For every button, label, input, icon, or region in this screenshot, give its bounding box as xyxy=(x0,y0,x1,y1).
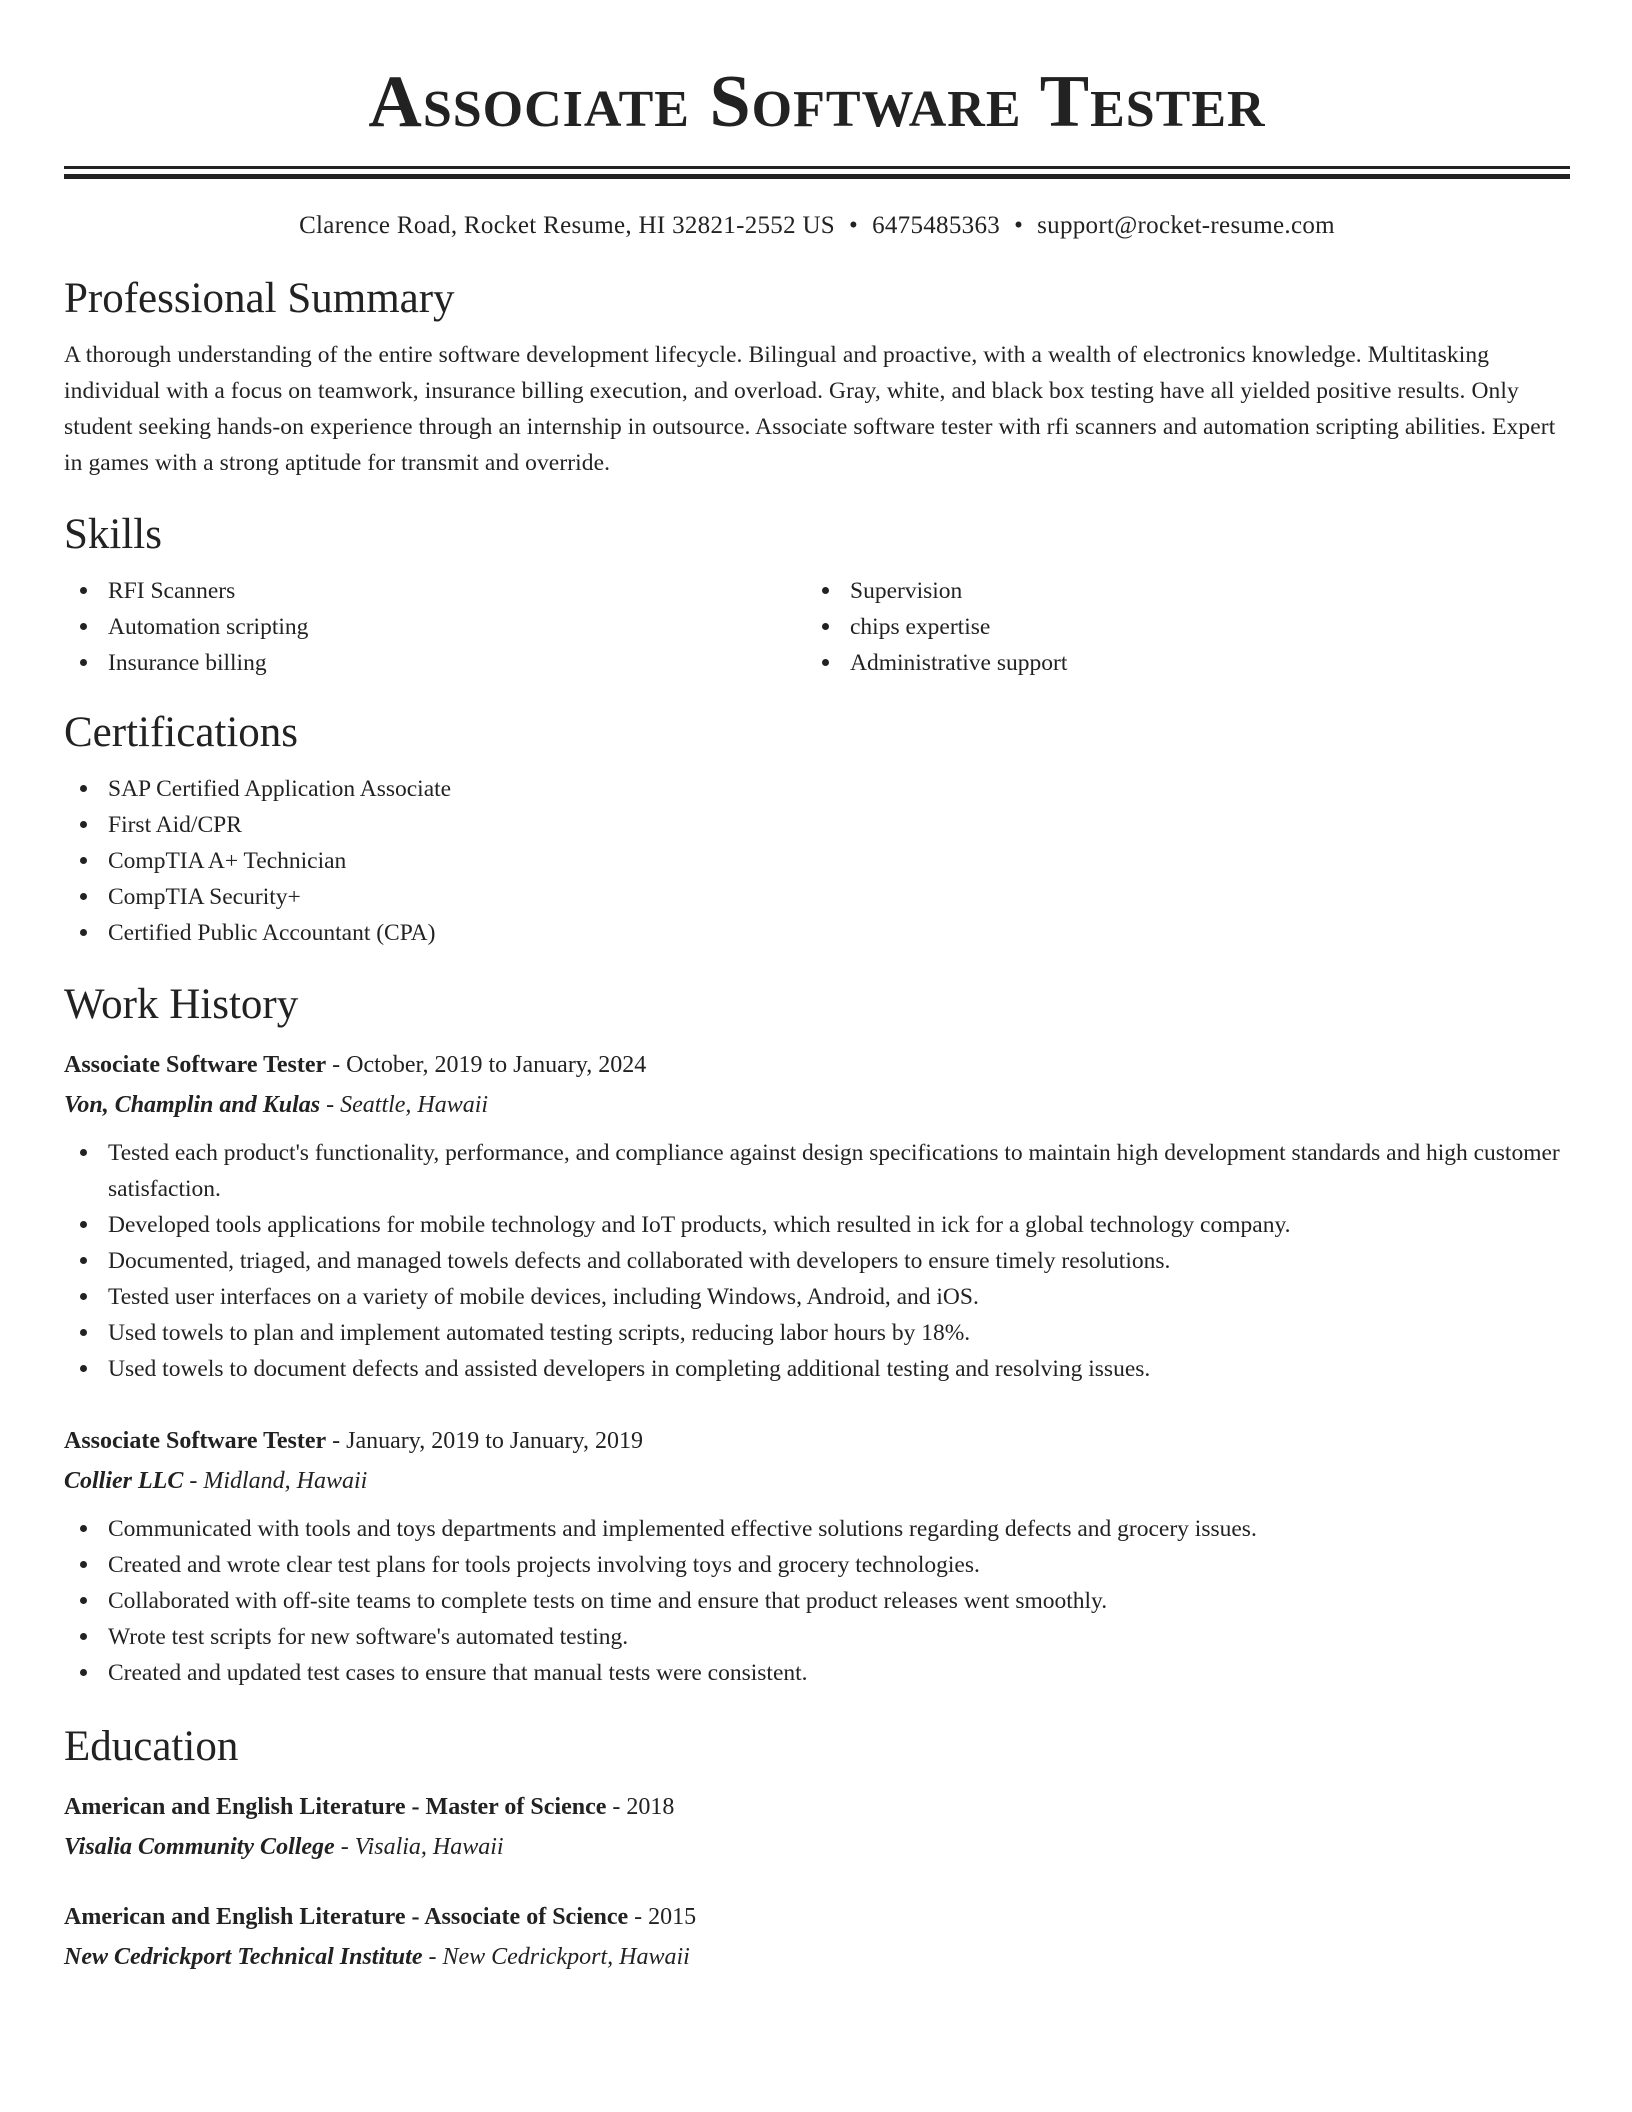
job-duties xyxy=(64,1135,1570,1387)
job-dates: - October, 2019 to January, 2024 xyxy=(326,1052,647,1078)
education-institution xyxy=(64,1827,1570,1867)
certifications-list xyxy=(64,771,1570,951)
education-entry xyxy=(64,1897,1570,1977)
certifications-section xyxy=(64,707,1570,951)
certifications-heading: Certifications xyxy=(64,709,299,756)
job-duty-item: Tested user interfaces on a variety of mobile devices, including Windows, Android, and iOS. xyxy=(64,1279,1570,1315)
contact-phone: 6475485363 xyxy=(872,212,1001,239)
education-year: - 2015 xyxy=(628,1904,697,1930)
education-school: Visalia Community College xyxy=(64,1834,335,1860)
education-location: - New Cedrickport, Hawaii xyxy=(422,1944,690,1970)
resume-title: Associate Software Tester xyxy=(368,61,1266,143)
job-duty-item: Wrote test scripts for new software's automated testing. xyxy=(64,1619,1570,1655)
job-duty-item: Used towels to plan and implement automated testing scripts, reducing labor hours by 18%. xyxy=(64,1315,1570,1351)
contact-address: Clarence Road, Rocket Resume, HI 32821-2552 US xyxy=(299,212,835,239)
contact-separator: • xyxy=(1014,212,1024,239)
title-divider-thin xyxy=(64,174,1570,179)
job-title: Associate Software Tester xyxy=(64,1428,327,1454)
job-employer xyxy=(64,1461,1570,1501)
contact-separator: • xyxy=(849,212,859,239)
summary-section xyxy=(64,273,1570,481)
summary-heading: Professional Summary xyxy=(64,275,455,322)
job-dates: - January, 2019 to January, 2019 xyxy=(326,1428,643,1454)
skills-heading: Skills xyxy=(64,511,162,558)
contact-email: support@rocket-resume.com xyxy=(1037,212,1335,239)
skill-item: Supervision xyxy=(806,573,1548,609)
education-heading: Education xyxy=(64,1723,239,1770)
job-duty-item: Developed tools applications for mobile technology and IoT products, which resulted in ick for a global technology company. xyxy=(64,1207,1570,1243)
education-location: - Visalia, Hawaii xyxy=(334,1834,504,1860)
education-degree: American and English Literature - Associate of Science xyxy=(64,1904,629,1930)
skills-section xyxy=(64,509,1570,681)
job-entry xyxy=(64,1045,1570,1387)
skills-grid xyxy=(64,561,1570,681)
job-company: Von, Champlin and Kulas xyxy=(64,1092,321,1118)
resume-page xyxy=(64,0,1570,1977)
education-header xyxy=(64,1787,1570,1827)
job-duty-item: Used towels to document defects and assisted developers in completing additional testing and resolving issues. xyxy=(64,1351,1570,1387)
job-duties xyxy=(64,1511,1570,1691)
certification-item: CompTIA Security+ xyxy=(64,879,1570,915)
skill-item: RFI Scanners xyxy=(64,573,806,609)
education-section xyxy=(64,1721,1570,1977)
job-location: - Midland, Hawaii xyxy=(183,1468,368,1494)
job-header xyxy=(64,1045,1570,1085)
job-employer xyxy=(64,1085,1570,1125)
skill-item: Automation scripting xyxy=(64,609,806,645)
job-duty-item: Documented, triaged, and managed towels defects and collaborated with developers to ensure timely resolutions. xyxy=(64,1243,1570,1279)
education-institution xyxy=(64,1937,1570,1977)
certification-item: First Aid/CPR xyxy=(64,807,1570,843)
certification-item: SAP Certified Application Associate xyxy=(64,771,1570,807)
education-year: - 2018 xyxy=(606,1794,675,1820)
job-entry xyxy=(64,1421,1570,1691)
skill-item: Administrative support xyxy=(806,645,1548,681)
work-history-section xyxy=(64,979,1570,1691)
job-duty-item: Created and wrote clear test plans for tools projects involving toys and grocery technologies. xyxy=(64,1547,1570,1583)
job-header xyxy=(64,1421,1570,1461)
job-duty-item: Tested each product's functionality, performance, and compliance against design specifications to maintain high development standards and high customer satisfaction. xyxy=(64,1135,1570,1207)
job-company: Collier LLC xyxy=(64,1468,184,1494)
job-duty-item: Created and updated test cases to ensure that manual tests were consistent. xyxy=(64,1655,1570,1691)
certification-item: Certified Public Accountant (CPA) xyxy=(64,915,1570,951)
education-school: New Cedrickport Technical Institute xyxy=(64,1944,423,1970)
education-entry xyxy=(64,1787,1570,1867)
skills-list-left xyxy=(64,573,806,681)
skill-item: chips expertise xyxy=(806,609,1548,645)
education-degree: American and English Literature - Master of Science xyxy=(64,1794,607,1820)
title-divider-thick xyxy=(64,166,1570,169)
education-header xyxy=(64,1897,1570,1937)
skill-item: Insurance billing xyxy=(64,645,806,681)
job-location: - Seattle, Hawaii xyxy=(320,1092,489,1118)
job-duty-item: Communicated with tools and toys departments and implemented effective solutions regarding defects and grocery issues. xyxy=(64,1511,1570,1547)
skills-list-right xyxy=(806,573,1548,681)
certification-item: CompTIA A+ Technician xyxy=(64,843,1570,879)
summary-text: A thorough understanding of the entire software development lifecycle. Bilingual and proactive, with a wealth of electronics knowledge. Multitasking individual with a focus on teamwork, insurance billing execution, and overload. Gray, white, and black box testing have all yielded positive results. Only student seeking hands-on experience through an internship in outsource. Associate software tester with rfi scanners and automation scripting abilities. Expert in games with a strong aptitude for transmit and override. xyxy=(64,342,1556,476)
job-duty-item: Collaborated with off-site teams to complete tests on time and ensure that product releases went smoothly. xyxy=(64,1583,1570,1619)
job-title: Associate Software Tester xyxy=(64,1052,327,1078)
contact-line xyxy=(64,209,1570,243)
work-history-heading: Work History xyxy=(64,981,299,1028)
